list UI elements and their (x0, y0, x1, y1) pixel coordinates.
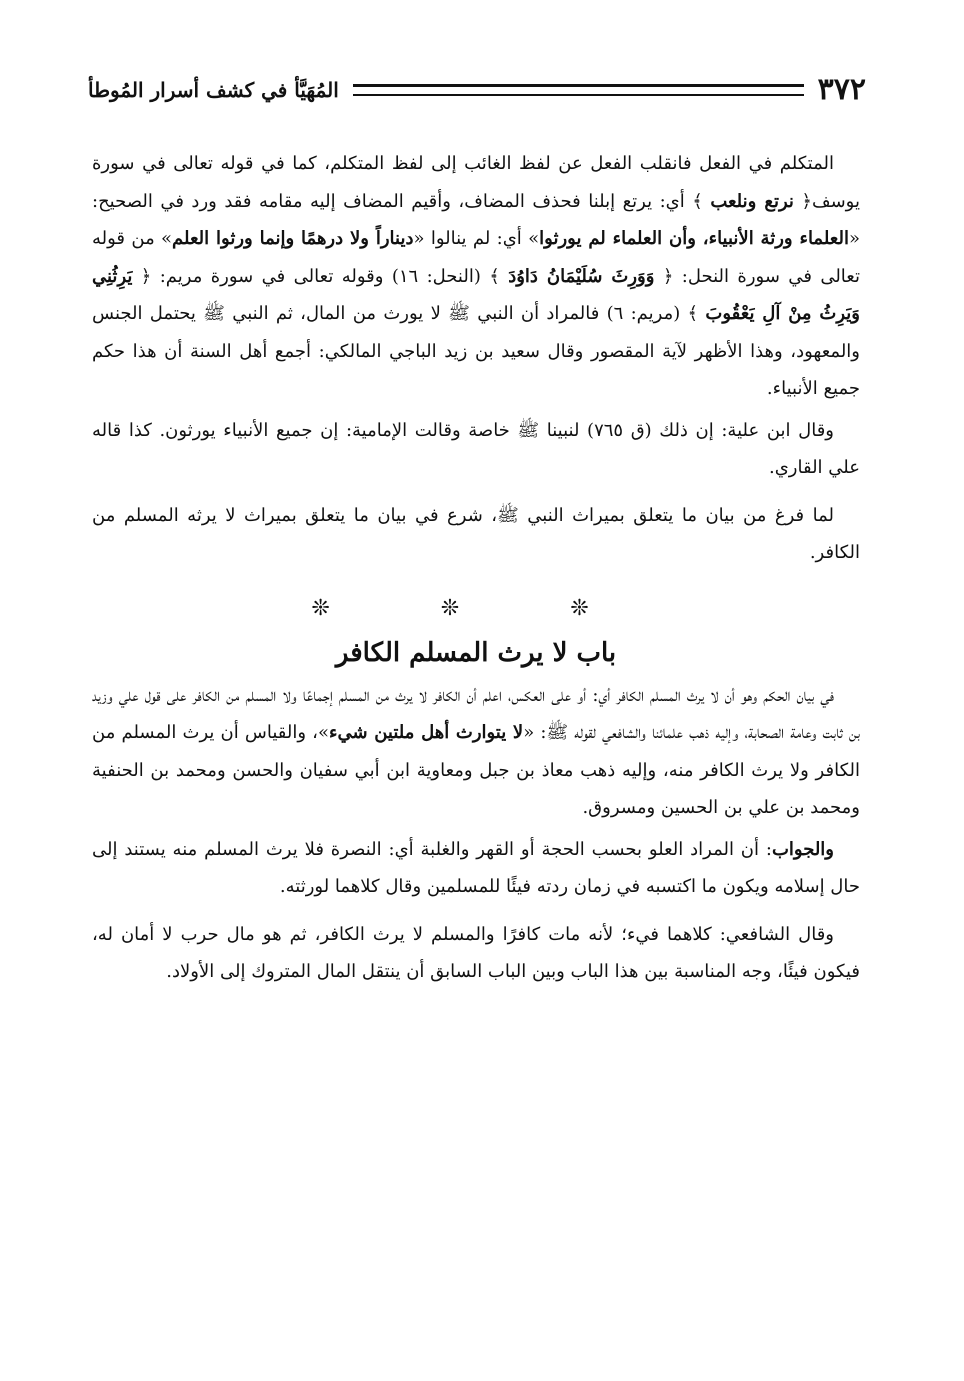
text-run: ﴾ (النحل: ١٦) وقوله تعالى في سورة مريم: ﴿ (132, 265, 509, 287)
text-run: لما فرغ من بيان ما يتعلق بميراث النبي ﷺ، شرع في بيان ما يتعلق بميراث لا يرثه المسلم من الكافر. (92, 504, 860, 563)
top-section (92, 145, 860, 572)
text-run: وقال ابن علية: إن ذلك (ق ٧٦٥) لنبينا ﷺ خاصة وقالت الإمامية: إن جميع الأنبياء يورثون. كذا قاله علي القاري. (92, 419, 860, 478)
emphasized-text: والجواب (771, 838, 834, 860)
emphasized-text: ديناراً ولا درهمًا وإنما ورثوا العلم (172, 228, 414, 249)
page-body (92, 145, 860, 1001)
emphasized-text: لا يتوارث أهل ملتين شيء (329, 722, 524, 743)
chapter-title: باب لا يرث المسلم الكافر (335, 638, 617, 668)
text-run: » من قوله تعالى في سورة النحل: ﴿ (92, 228, 860, 287)
section-separator: ❊ ❊ ❊ (311, 595, 641, 621)
emphasized-text: نرتع ونلعب (710, 190, 794, 212)
paragraph (92, 916, 860, 991)
paragraph (92, 497, 860, 572)
text-run: ﴾ أي: يرتع إبلنا فحذف المضاف، وأقيم المضاف إليه مقامه فقد ورد في الصحيح: « (92, 190, 860, 249)
emphasized-text: العلماء ورثة الأنبياء، وأن العلماء لم يورثوا (539, 228, 849, 249)
emphasized-text: وَوَرِثَ سُلَيْمَانُ دَاوُدَ (508, 265, 655, 287)
text-run: ﴾ (مريم: ٦) فالمراد أن النبي ﷺ لا يورث من المال، ثم النبي ﷺ يحتمل الجنس والمعهود، وهذا الأظهر لآية المقصور وقال سعيد بن زيد الباجي المالكي: أجمع أهل السنة أن هذا حكم جميع الأنبياء. (92, 303, 860, 399)
page-number: ٣٧٢ (817, 72, 866, 107)
header-rule (353, 84, 804, 96)
text-run: » أي: لم ينالوا « (413, 228, 540, 249)
chapter-section (92, 677, 860, 991)
text-run: : أن المراد العلو بحسب الحجة أو القهر والغلبة أي: النصرة فلا يرث المسلم منه يستند إلى حال إسلامه ويكون ما اكتسبه في زمان ردته فيئًا للمسلمين وقال كلاهما لورثته. (92, 838, 860, 897)
paragraph (92, 412, 860, 487)
text-run: وقال الشافعي: كلاهما فيء؛ لأنه مات كافرًا والمسلم لا يرث الكافر، ثم هو مال حرب لا أمان له، فيكون فيئًا، وجه المناسبة بين هذا الباب وبين الباب السابق أن ينتقل المال المتروك إلى الأولاد. (92, 923, 860, 982)
paragraph (92, 677, 860, 827)
emphasized-text: يَرِثُنِي وَيَرِثُ مِنْ آلِ يَعْقُوبَ (92, 265, 860, 324)
text-run: في بيان الحكم وهو أن لا يرث المسلم الكافر أي: أو على العكس، اعلم أن الكافر لا يرث من المسلم إجماعًا ولا المسلم من الكافر على قول علي وزيد بن ثابت وعامة الصحابة، وإليه ذهب علمائنا والشافعي لقوله ﷺ: « (92, 684, 860, 743)
text-run: المتكلم في الفعل فانقلب الفعل عن لفظ الغائب إلى لفظ المتكلم، كما في قوله تعالى في سورة يوسف﴿ (92, 153, 860, 212)
paragraph (92, 831, 860, 906)
paragraph (92, 145, 860, 408)
text-run: »، والقياس أن يرث المسلم من الكافر ولا يرث الكافر منه، وإليه ذهب معاذ بن جبل ومعاوية ابن أبي سفيان والحسن ومحمد بن الحنفية ومحمد بن علي بن الحسين ومسروق. (92, 722, 860, 818)
book-title: المُهَيَّأ في كشف أسرار المُوطأ (88, 78, 339, 102)
page-header (88, 72, 866, 108)
